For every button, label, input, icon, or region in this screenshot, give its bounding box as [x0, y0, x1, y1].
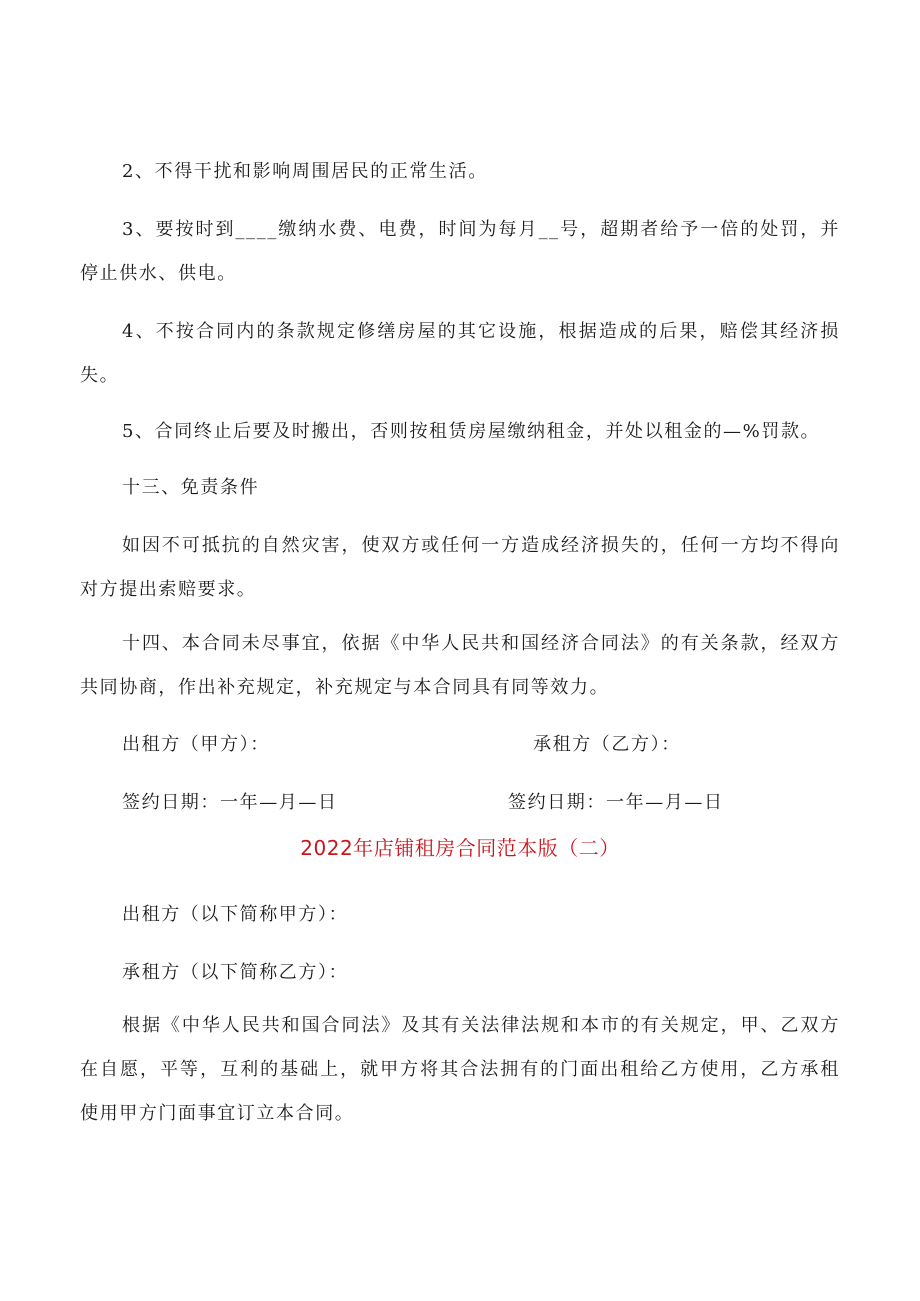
clause-item-4: 4、不按合同内的条款规定修缮房屋的其它设施，根据造成的后果，赔偿其经济损失。: [80, 321, 840, 386]
lessor-signature-label: 出租方（甲方）：: [122, 734, 270, 755]
section-13-body: 如因不可抵抗的自然灾害，使双方或任何一方造成经济损失的，任何一方均不得向对方提出索赔要求。: [80, 535, 840, 600]
clause-item-2: 2、不得干扰和影响周围居民的正常生活。: [122, 161, 488, 182]
section-13-heading: 十三、免责条件: [122, 477, 260, 498]
lessor-sign-date: 签约日期：一年—月—日: [122, 792, 338, 813]
clause-item-3: 3、要按时到____缴纳水费、电费，时间为每月__号，超期者给予一倍的处罚，并停止供水、供电。: [80, 219, 840, 284]
second-lessor-label: 出租方（以下简称甲方）：: [122, 904, 349, 925]
lessee-sign-date: 签约日期：一年—月—日: [508, 792, 724, 813]
clause-item-5: 5、合同终止后要及时搬出，否则按租赁房屋缴纳租金，并处以租金的—%罚款。: [122, 421, 821, 442]
section-14: 十四、本合同未尽事宜，依据《中华人民共和国经济合同法》的有关条款，经双方共同协商，作出补充规定，补充规定与本合同具有同等效力。: [80, 633, 840, 698]
contract-intro-paragraph: 根据《中华人民共和国合同法》及其有关法律法规和本市的有关规定，甲、乙双方在自愿，平等，互利的基础上，就甲方将其合法拥有的门面出租给乙方使用，乙方承租使用甲方门面事宜订立本合同。: [80, 1015, 840, 1124]
second-lessee-label: 承租方（以下简称乙方）：: [122, 962, 349, 983]
lessee-signature-label: 承租方（乙方）：: [533, 734, 681, 755]
contract-title: 2022年店铺租房合同范本版（二）: [300, 836, 620, 860]
